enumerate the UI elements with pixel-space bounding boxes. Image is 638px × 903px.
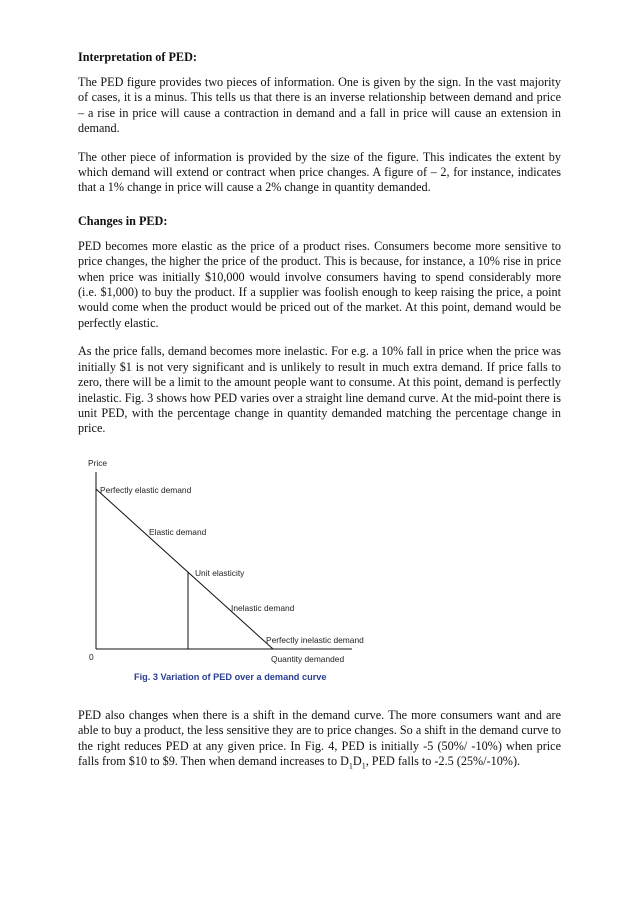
subscript-1: 1 [348,761,353,771]
subscript-2: 1 [361,761,366,771]
label-perfectly-inelastic: Perfectly inelastic demand [266,635,364,645]
paragraph-shift-text-1: PED also changes when there is a shift in the demand curve. The more consumers want and are able to buy a product, the less sensitive they are to price changes. So a shift in the demand curve to the right reduces PED at any given price. In Fig. 4, PED is initially -5 (50%/ -10%) when price falls from $10 to $9. Then when demand increases to D [78,708,561,769]
figure-caption: Fig. 3 Variation of PED over a demand curve [134,672,327,682]
paragraph-shift-text-2: , PED falls to -2.5 (25%/-10%). [365,754,521,769]
document-body-continued [78,708,561,787]
paragraph-elastic: PED becomes more elastic as the price of a product rises. Consumers become more sensitive to price changes, the higher the price of the product. This is because, for instance, a 10% rise in price when price was initially $10,000 would involve consumers having to spend considerably more (i.e. $1,000) to buy the product. If a supplier was foolish enough to keep raising the price, a point would come when the product would be priced out of the market. At this point, demand would be perfectly elastic. [78,238,561,330]
paragraph-shift [78,708,561,774]
figure-ped-demand-curve [80,452,370,692]
label-perfectly-elastic: Perfectly elastic demand [100,485,192,495]
document-body [78,30,561,450]
origin-label: 0 [89,652,94,662]
x-axis-label: Quantity demanded [271,654,345,664]
demand-curve-diagram [80,452,370,692]
label-unit-elasticity: Unit elasticity [195,568,245,578]
demand-line [96,489,273,649]
label-inelastic: Inelastic demand [231,603,295,613]
paragraph-size: The other piece of information is provided by the size of the figure. This indicates the extent by which demand will extend or contract when price changes. A figure of – 2, for instance, indicates that a 1% change in price will cause a 2% change in quantity demanded. [78,149,561,195]
paragraph-inelastic: As the price falls, demand becomes more inelastic. For e.g. a 10% fall in price when the price was initially $1 is not very significant and is unlikely to result in much extra demand. If price falls to zero, there will be a limit to the amount people want to consume. At this point, demand is perfectly inelastic. Fig. 3 shows how PED varies over a straight line demand curve. At the mid-point there is unit PED, with the percentage change in quantity demanded matching the percentage change in price. [78,344,561,436]
y-axis-label: Price [88,458,108,468]
paragraph-shift-text-mid: D [352,754,362,769]
heading-interpretation: Interpretation of PED: [78,50,197,64]
paragraph-sign: The PED figure provides two pieces of information. One is given by the sign. In the vast majority of cases, it is a minus. This tells us that there is an inverse relationship between demand and price – a rise in price will cause a contraction in demand and a fall in price will cause an extension in demand. [78,75,561,136]
label-elastic: Elastic demand [149,527,207,537]
heading-changes: Changes in PED: [78,213,168,228]
